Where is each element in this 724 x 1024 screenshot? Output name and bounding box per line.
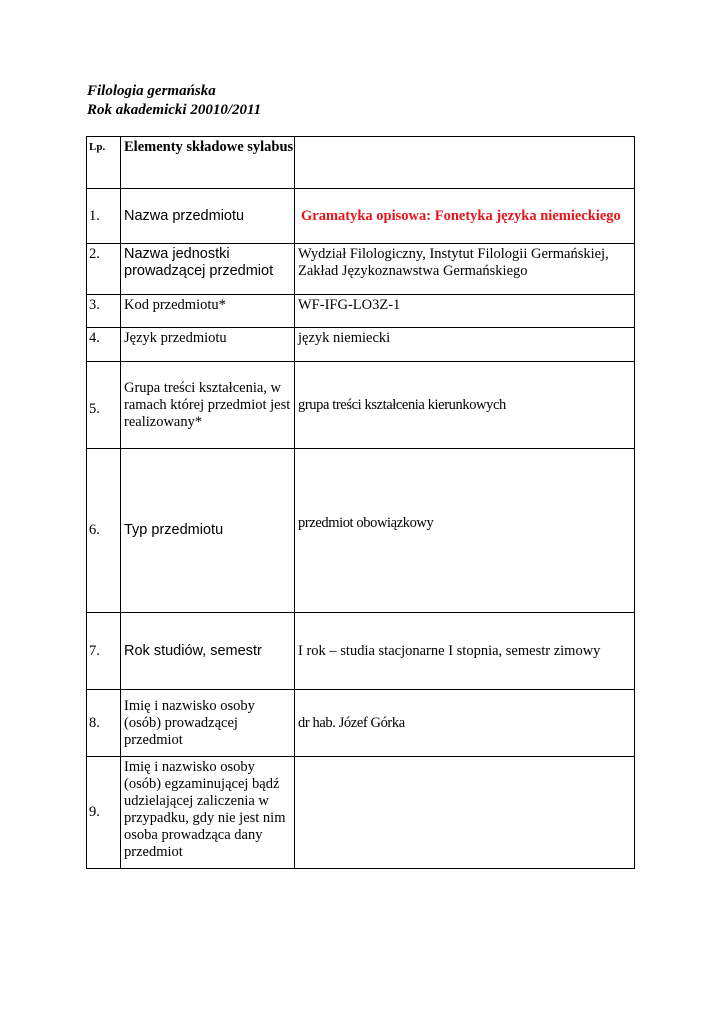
faculty-title: Filologia germańska (87, 83, 216, 99)
row-number: 9. (87, 757, 121, 869)
row-label: Nazwa przedmiotu (121, 189, 295, 244)
row-value: Gramatyka opisowa: Fonetyka języka niemieckiego (295, 189, 635, 244)
row-number: 3. (87, 295, 121, 328)
table-row (87, 449, 635, 613)
table-row (87, 328, 635, 362)
row-number: 8. (87, 690, 121, 757)
table-row (87, 362, 635, 449)
row-number: 6. (87, 449, 121, 613)
document-header (87, 82, 261, 120)
table-row (87, 295, 635, 328)
row-label: Imię i nazwisko osoby (osób) egzaminującej bądź udzielającej zaliczenia w przypadku, gdy nie jest nim osoba prowadząca dany przedmiot (121, 757, 295, 869)
row-value: I rok – studia stacjonarne I stopnia, semestr zimowy (295, 613, 635, 690)
row-label: Imię i nazwisko osoby (osób) prowadzącej przedmiot (121, 690, 295, 757)
academic-year: Rok akademicki 20010/2011 (87, 102, 262, 118)
header-elements: Elementy składowe sylabus (121, 137, 295, 189)
row-label: Kod przedmiotu* (121, 295, 295, 328)
row-value: Wydział Filologiczny, Instytut Filologii Germańskiej, Zakład Językoznawstwa Germańskiego (295, 244, 635, 295)
header-lp: Lp. (87, 137, 121, 189)
row-value: dr hab. Józef Górka (295, 690, 635, 757)
row-number: 5. (87, 362, 121, 449)
row-label: Typ przedmiotu (121, 449, 295, 613)
row-number: 7. (87, 613, 121, 690)
table-row (87, 613, 635, 690)
header-value (295, 137, 635, 189)
row-label: Nazwa jednostki prowadzącej przedmiot (121, 244, 295, 295)
table-header-row (87, 137, 635, 189)
table-row (87, 244, 635, 295)
row-label: Rok studiów, semestr (121, 613, 295, 690)
row-number: 2. (87, 244, 121, 295)
table-row (87, 189, 635, 244)
syllabus-table (86, 136, 635, 869)
row-value: WF-IFG-LO3Z-1 (295, 295, 635, 328)
row-number: 1. (87, 189, 121, 244)
table-row (87, 757, 635, 869)
row-label: Język przedmiotu (121, 328, 295, 362)
row-value (295, 757, 635, 869)
row-value: język niemiecki (295, 328, 635, 362)
row-value: przedmiot obowiązkowy (295, 449, 635, 613)
row-label: Grupa treści kształcenia, w ramach której przedmiot jest realizowany* (121, 362, 295, 449)
row-number: 4. (87, 328, 121, 362)
row-value: grupa treści kształcenia kierunkowych (295, 362, 635, 449)
table-row (87, 690, 635, 757)
